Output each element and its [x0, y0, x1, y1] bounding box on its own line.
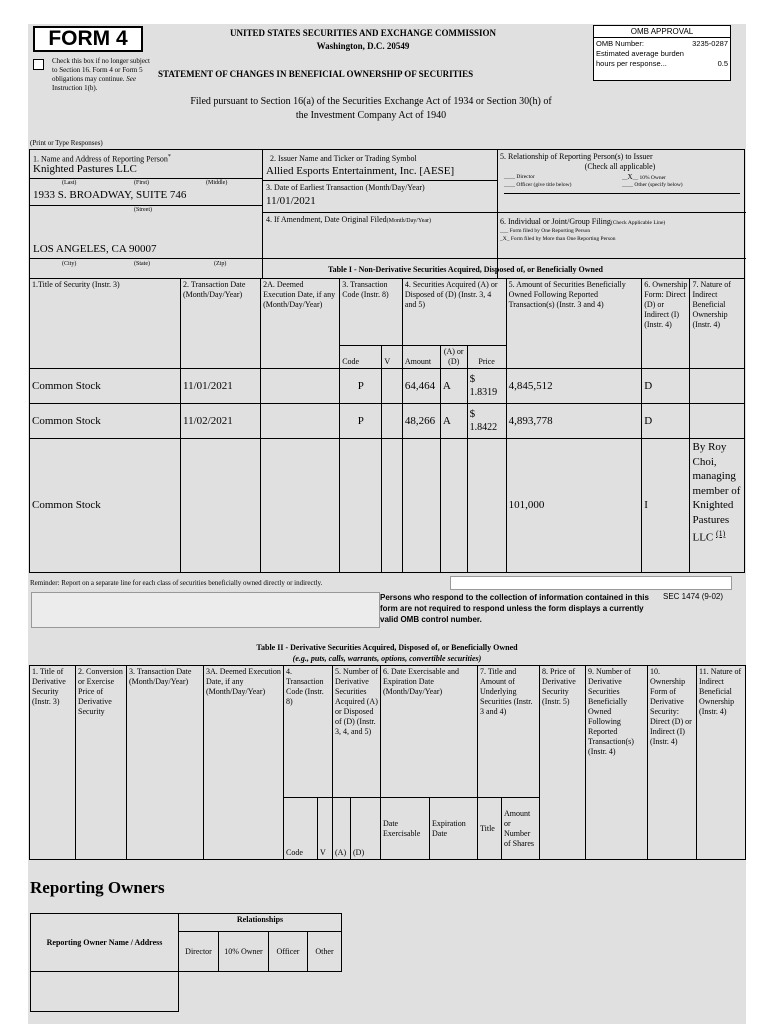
- agency-name: UNITED STATES SECURITIES AND EXCHANGE COMMISSION: [230, 28, 496, 38]
- statement-title: STATEMENT OF CHANGES IN BENEFICIAL OWNERSHIP OF SECURITIES: [158, 69, 474, 79]
- t1-h-code-sub: Code: [340, 346, 382, 369]
- row3-price: [467, 439, 506, 573]
- row3-form: I: [642, 439, 690, 573]
- box2-label: 2. Issuer Name and Ticker or Trading Symbol: [270, 154, 417, 163]
- box3-label: 3. Date of Earliest Transaction (Month/Day/Year): [266, 183, 425, 192]
- footnote-1-link[interactable]: (1): [716, 529, 726, 538]
- row1-ad: A: [440, 369, 467, 404]
- t2-h-date-exercisable: Date Exercisable: [381, 798, 430, 860]
- t2-h-code: 4. Transaction Code (Instr. 8): [284, 666, 333, 798]
- t2-h-nature: 11. Nature of Indirect Beneficial Ownership (Instr. 4): [697, 666, 746, 860]
- no-longer-subject-checkbox[interactable]: [33, 59, 44, 70]
- table-row: [30, 439, 745, 573]
- city-state-zip: LOS ANGELES, CA 90007: [33, 243, 157, 255]
- table2: [29, 665, 746, 860]
- row3-date: [181, 439, 261, 573]
- row1-price: $ 1.8319: [467, 369, 506, 404]
- row1-code: P: [340, 369, 382, 404]
- filed-pursuant-2: the Investment Company Act of 1940: [295, 110, 447, 121]
- row2-owned: 4,893,778: [506, 404, 642, 439]
- street-caption: (Street): [134, 207, 152, 213]
- row2-price: $ 1.8422: [467, 404, 506, 439]
- row1-amount: 64,464: [402, 369, 440, 404]
- row2-date: 11/02/2021: [181, 404, 261, 439]
- identity-section: [29, 149, 745, 279]
- row1-nature: [690, 369, 745, 404]
- row3-code: [340, 439, 382, 573]
- reporting-owners-heading: Reporting Owners: [30, 878, 165, 897]
- officer-header: Officer: [269, 932, 308, 972]
- issuer-name: Allied Esports Entertainment, Inc. [AESE]: [266, 165, 455, 177]
- t1-h-date: 2. Transaction Date (Month/Day/Year): [181, 279, 261, 369]
- t2-h-amount-shares: Amount or Number of Shares: [502, 798, 540, 860]
- signature-box: [31, 592, 380, 628]
- row1-v: [382, 369, 403, 404]
- form-title: FORM 4: [48, 27, 128, 50]
- row3-owned: 101,000: [506, 439, 642, 573]
- t2-h-v-sub: V: [318, 798, 333, 860]
- t2-h-underlying: 7. Title and Amount of Underlying Securities (Instr. 3 and 4): [478, 666, 540, 798]
- row2-ad: A: [440, 404, 467, 439]
- omb-burden: Estimated average burden: [596, 49, 684, 58]
- row2-code: P: [340, 404, 382, 439]
- omb-details: [594, 38, 730, 70]
- omb-title: OMB APPROVAL: [594, 26, 730, 38]
- table1: [29, 278, 745, 573]
- box5-sub: (Check all applicable): [584, 162, 656, 171]
- row2-deemed: [261, 404, 340, 439]
- t2-h-price: 8. Price of Derivative Security (Instr. 5): [540, 666, 586, 860]
- t2-h-date: 3. Transaction Date (Month/Day/Year): [127, 666, 204, 860]
- name-first-caption: (First): [134, 180, 149, 186]
- t2-h-d-sub: (D): [351, 798, 381, 860]
- t1-h-code: 3. Transaction Code (Instr. 8): [340, 279, 403, 346]
- box1-label: 1. Name and Address of Reporting Person*: [33, 154, 171, 164]
- table2-title: Table II - Derivative Securities Acquired, Disposed of, or Beneficially Owned: [256, 643, 518, 652]
- name-last-caption: (Last): [62, 180, 77, 186]
- agency-city: Washington, D.C. 20549: [316, 41, 410, 51]
- t2-h-deemed: 3A. Deemed Execution Date, if any (Month/Day/Year): [204, 666, 284, 860]
- row2-amount: 48,266: [402, 404, 440, 439]
- row3-ad: [440, 439, 467, 573]
- print-or-type: (Print or Type Responses): [30, 139, 103, 147]
- owner-name-address-header: Reporting Owner Name / Address: [31, 914, 179, 972]
- name-middle-caption: (Middle): [206, 180, 228, 186]
- row3-nature: By Roy Choi, managing member of Knighted Pastures LLC $^{(1)}$: [690, 439, 745, 573]
- ten-percent-owner-option: __X__ 10% Owner: [622, 173, 666, 181]
- row1-date: 11/01/2021: [181, 369, 261, 404]
- t1-h-ad-sub: (A) or (D): [440, 346, 467, 369]
- t2-h-owned: 9. Number of Derivative Securities Beneficially Owned Following Reported Transaction(s) (Instr. 4): [586, 666, 648, 860]
- table-row: [30, 369, 745, 404]
- box5-label: 5. Relationship of Reporting Person(s) to Issuer: [500, 152, 653, 161]
- row2-nature: [690, 404, 745, 439]
- row2-form: D: [642, 404, 690, 439]
- t1-h-deemed: 2A. Deemed Execution Date, if any (Month/Day/Year): [261, 279, 340, 369]
- row3-v: [382, 439, 403, 573]
- row1-form: D: [642, 369, 690, 404]
- t2-h-number: 5. Number of Derivative Securities Acquired (A) or Disposed of (D) (Instr. 3, 4, and 5): [333, 666, 381, 798]
- owner-name-cell: [31, 972, 179, 1012]
- t1-h-amount-sub: Amount: [402, 346, 440, 369]
- t2-h-title-sub: Title: [478, 798, 502, 860]
- row3-amount: [402, 439, 440, 573]
- row1-title: Common Stock: [30, 369, 181, 404]
- director-option: ____ Director: [504, 174, 535, 180]
- table-row: [30, 404, 745, 439]
- director-header: Director: [179, 932, 219, 972]
- omb-number: 3235-0287: [692, 39, 728, 48]
- row1-owned: 4,845,512: [506, 369, 642, 404]
- t1-h-title: 1.Title of Security (Instr. 3): [30, 279, 181, 369]
- ten-pct-owner-header: 10% Owner: [219, 932, 269, 972]
- reporting-person-name: Knighted Pastures LLC: [33, 163, 137, 175]
- row3-deemed: [261, 439, 340, 573]
- box6-line2: _X_ Form filed by More than One Reporting Person: [500, 236, 616, 242]
- form-title-box: [33, 26, 143, 52]
- box4-label: 4. If Amendment, Date Original Filed(Month/Day/Year): [266, 215, 432, 224]
- row3-title: Common Stock: [30, 439, 181, 573]
- filed-pursuant-1: Filed pursuant to Section 16(a) of the Securities Exchange Act of 1934 or Section 30(h) of: [190, 96, 552, 107]
- t1-h-owned: 5. Amount of Securities Beneficially Owned Following Reported Transaction(s) (Instr. 3 and 4): [506, 279, 642, 369]
- t2-h-code-sub: Code: [284, 798, 318, 860]
- table1-title: Table I - Non-Derivative Securities Acquired, Disposed of, or Beneficially Owned: [328, 265, 603, 274]
- city-caption: (City): [62, 261, 77, 267]
- t1-h-v-sub: V: [382, 346, 403, 369]
- checkbox-label: Check this box if no longer subject to Section 16. Form 4 or Form 5 obligations may continue. See Instruction 1(b).: [52, 57, 150, 92]
- form4-page: [28, 24, 746, 1024]
- zip-caption: (Zip): [214, 261, 227, 267]
- earliest-transaction-date: 11/01/2021: [266, 195, 316, 207]
- t2-h-form: 10. Ownership Form of Derivative Security: Direct (D) or Indirect (I) (Instr. 4): [648, 666, 697, 860]
- omb-hours: 0.5: [717, 59, 728, 68]
- t2-h-a-sub: (A): [333, 798, 351, 860]
- omb-number-label: OMB Number:: [596, 39, 644, 48]
- persons-notice: Persons who respond to the collection of information contained in this form are not required to respond unless the form displays a currently valid OMB control number.: [380, 593, 649, 624]
- t2-h-conversion: 2. Conversion or Exercise Price of Derivative Security: [76, 666, 127, 860]
- t1-h-form: 6. Ownership Form: Direct (D) or Indirect (I) (Instr. 4): [642, 279, 690, 369]
- t2-h-expiration: Expiration Date: [430, 798, 478, 860]
- reminder-blank-box: [450, 576, 732, 590]
- box6-line1: ___ Form filed by One Reporting Person: [500, 228, 591, 234]
- box6-label: 6. Individual or Joint/Group Filing(Check Applicable Line): [500, 217, 666, 226]
- other-header: Other: [308, 932, 342, 972]
- row2-title: Common Stock: [30, 404, 181, 439]
- row2-v: [382, 404, 403, 439]
- reminder-text: Reminder: Report on a separate line for each class of securities beneficially owned directly or indirectly.: [30, 579, 323, 587]
- omb-hours-label: hours per response...: [596, 59, 667, 68]
- state-caption: (State): [134, 261, 150, 267]
- t1-h-acquired: 4. Securities Acquired (A) or Disposed of (D) (Instr. 3, 4 and 5): [402, 279, 506, 346]
- reporting-owners-table: [30, 913, 342, 1012]
- t2-h-title: 1. Title of Derivative Security (Instr. 3): [30, 666, 76, 860]
- relationships-header: Relationships: [179, 914, 342, 932]
- street-address: 1933 S. BROADWAY, SUITE 746: [33, 189, 187, 201]
- other-option: ____ Other (specify below): [622, 182, 683, 188]
- sec-form-number: SEC 1474 (9-02): [663, 592, 724, 601]
- t2-h-exercisable: 6. Date Exercisable and Expiration Date (Month/Day/Year): [381, 666, 478, 798]
- row1-deemed: [261, 369, 340, 404]
- t1-h-nature: 7. Nature of Indirect Beneficial Ownership (Instr. 4): [690, 279, 745, 369]
- table2-subtitle: (e.g., puts, calls, warrants, options, convertible securities): [292, 654, 482, 663]
- omb-approval-box: [593, 25, 731, 81]
- officer-option: ____ Officer (give title below): [504, 182, 572, 188]
- t1-h-price-sub: Price: [467, 346, 506, 369]
